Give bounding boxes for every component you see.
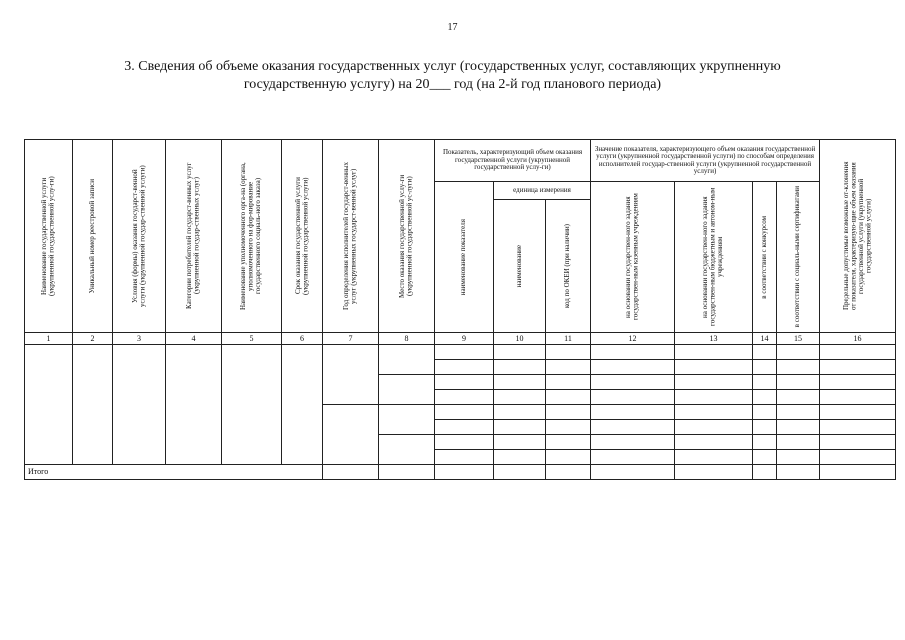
table-cell: [546, 435, 591, 450]
table-cell: [591, 450, 675, 465]
table-cell: [166, 345, 222, 465]
table-row: [25, 345, 896, 360]
column-number: 3: [113, 333, 166, 345]
table-cell: [777, 435, 820, 450]
table-cell: [494, 345, 546, 360]
column-number: 7: [323, 333, 379, 345]
table-cell: [753, 405, 777, 420]
table-cell: [435, 360, 494, 375]
table-cell: [675, 465, 753, 480]
table-cell: [591, 435, 675, 450]
table-cell: [546, 450, 591, 465]
header-unit-group: единица измерения: [494, 182, 591, 200]
table-cell: [777, 345, 820, 360]
column-number: 10: [494, 333, 546, 345]
table-cell: [820, 405, 896, 420]
table-cell: [323, 465, 379, 480]
column-number: 12: [591, 333, 675, 345]
table-cell: [323, 345, 379, 405]
table-cell: [675, 390, 753, 405]
table-cell: [494, 420, 546, 435]
column-number: 14: [753, 333, 777, 345]
table-cell: [494, 450, 546, 465]
header-service-conditions: Условия (формы) оказания государст-венной услуги (укрупненной государ-ственной услуги): [113, 140, 166, 333]
table-cell: [546, 390, 591, 405]
header-state-task-treasury: на основании государствен-ного задания государствен-ным казенным учреждениям: [591, 182, 675, 333]
page-number: 17: [447, 22, 458, 33]
header-state-task-budget: на основании государствен-ного задания государствен-ным бюджетным и автоном-ным учреждениям: [675, 182, 753, 333]
table-cell: [777, 420, 820, 435]
table-cell: [591, 405, 675, 420]
table-cell: [323, 405, 379, 465]
column-number: 16: [820, 333, 896, 345]
table-cell: [675, 435, 753, 450]
table-cell: [591, 420, 675, 435]
table-cell: [494, 465, 546, 480]
table-cell: [675, 420, 753, 435]
table-cell: [820, 360, 896, 375]
table-cell: [820, 435, 896, 450]
table-cell: [435, 450, 494, 465]
header-consumer-categories: Категории потребителей государст-венных услуг (укрупненной государ-ственных услуг): [166, 140, 222, 333]
header-indicator-group: Показатель, характеризующий объем оказания государственной услуги (укрупненной государственной услу-ги): [435, 140, 591, 182]
table-cell: [753, 465, 777, 480]
table-cell: [222, 345, 282, 465]
column-number: 8: [379, 333, 435, 345]
header-competition: в соответствии с конкурсом: [753, 182, 777, 333]
column-number: 4: [166, 333, 222, 345]
table-cell: [591, 360, 675, 375]
table-cell: [435, 375, 494, 390]
table-cell: [494, 360, 546, 375]
table-cell: [753, 420, 777, 435]
table-cell: [777, 405, 820, 420]
table-cell: [546, 405, 591, 420]
column-number: 11: [546, 333, 591, 345]
table-cell: [435, 345, 494, 360]
section-title-line-2: государственную услугу) на 20___ год (на 2-й год планового периода): [243, 77, 662, 92]
table-cell: [546, 375, 591, 390]
table-cell: [753, 390, 777, 405]
table-cell: [591, 375, 675, 390]
table-cell: [546, 345, 591, 360]
column-number: 5: [222, 333, 282, 345]
table-cell: [820, 345, 896, 360]
table-cell: [753, 360, 777, 375]
table-cell: [675, 375, 753, 390]
table-cell: [435, 465, 494, 480]
table-cell: [435, 420, 494, 435]
table-cell: [435, 390, 494, 405]
table-cell: [675, 405, 753, 420]
table-cell: [25, 345, 73, 465]
table-cell: [591, 390, 675, 405]
column-number: 9: [435, 333, 494, 345]
header-indicator-name: наименование показателя: [435, 182, 494, 333]
table-cell: [820, 450, 896, 465]
table-cell: [435, 405, 494, 420]
table-cell: [494, 375, 546, 390]
header-okei-code: код по ОКЕИ (при наличии): [546, 199, 591, 332]
column-number: 6: [282, 333, 323, 345]
column-number: 13: [675, 333, 753, 345]
header-allowed-deviations: Предельные допустимые возможные от-клонения от показателя, характеризую-щие объем оказания государственной услуги (укрупненной государственной услуги): [820, 140, 896, 333]
table-cell: [379, 435, 435, 465]
table-cell: [777, 360, 820, 375]
section-title-line-1: 3. Сведения об объеме оказания государственных услуг (государственных услуг, составляющих укрупненную: [124, 59, 781, 74]
table-cell: [675, 360, 753, 375]
section-title: [60, 58, 845, 94]
column-number: 15: [777, 333, 820, 345]
table-cell: [379, 375, 435, 405]
table-cell: [753, 345, 777, 360]
header-service-name: Наименование государственной услуги (укрупненной государственной услу-ги): [25, 140, 73, 333]
total-row: [25, 465, 896, 480]
table-cell: [546, 360, 591, 375]
table-cell: [494, 390, 546, 405]
total-label: Итого: [25, 465, 323, 480]
header-value-group: Значение показателя, характеризующего объем оказания государственной услуги (укрупненной государственной услуги) по способам определения исполнителей государ-ственной услуги (укрупненной государственной услуги): [591, 140, 820, 182]
table-cell: [753, 375, 777, 390]
table-cell: [591, 465, 675, 480]
table-cell: [113, 345, 166, 465]
volume-table: [24, 139, 896, 480]
column-numbers-row: [25, 333, 896, 345]
table-cell: [820, 375, 896, 390]
table-cell: [753, 435, 777, 450]
header-registry-number: Уникальный номер реестровой записи: [73, 140, 113, 333]
column-number: 2: [73, 333, 113, 345]
table-cell: [777, 390, 820, 405]
table-cell: [777, 450, 820, 465]
header-executor-year: Год определения исполнителей государст-венных услуг (укрупненных государст-венной услуг): [323, 140, 379, 333]
table-cell: [675, 345, 753, 360]
header-authorized-body: Наименование уполномоченного орга-на (органа, уполномоченного на фор-мирование государственного социаль-ного заказа): [222, 140, 282, 333]
table-cell: [591, 345, 675, 360]
table-cell: [494, 405, 546, 420]
table-cell: [777, 465, 820, 480]
header-service-term: Срок оказания государственной услуги (укрупненной государственной услуги): [282, 140, 323, 333]
table-cell: [546, 465, 591, 480]
table-cell: [753, 450, 777, 465]
table-cell: [777, 375, 820, 390]
header-service-place: Место оказания государственной услу-ги (укрупненной государственной ус-луги): [379, 140, 435, 333]
table-cell: [820, 390, 896, 405]
table-cell: [435, 435, 494, 450]
table-cell: [675, 450, 753, 465]
table-cell: [820, 465, 896, 480]
table-cell: [494, 435, 546, 450]
table-cell: [282, 345, 323, 465]
table-cell: [546, 420, 591, 435]
column-number: 1: [25, 333, 73, 345]
header-unit-name: наименование: [494, 199, 546, 332]
table-cell: [379, 405, 435, 435]
table-cell: [379, 465, 435, 480]
table-cell: [73, 345, 113, 465]
table-cell: [820, 420, 896, 435]
header-social-certificates: в соответствии с социаль-ными сертификатами: [777, 182, 820, 333]
table-cell: [379, 345, 435, 375]
